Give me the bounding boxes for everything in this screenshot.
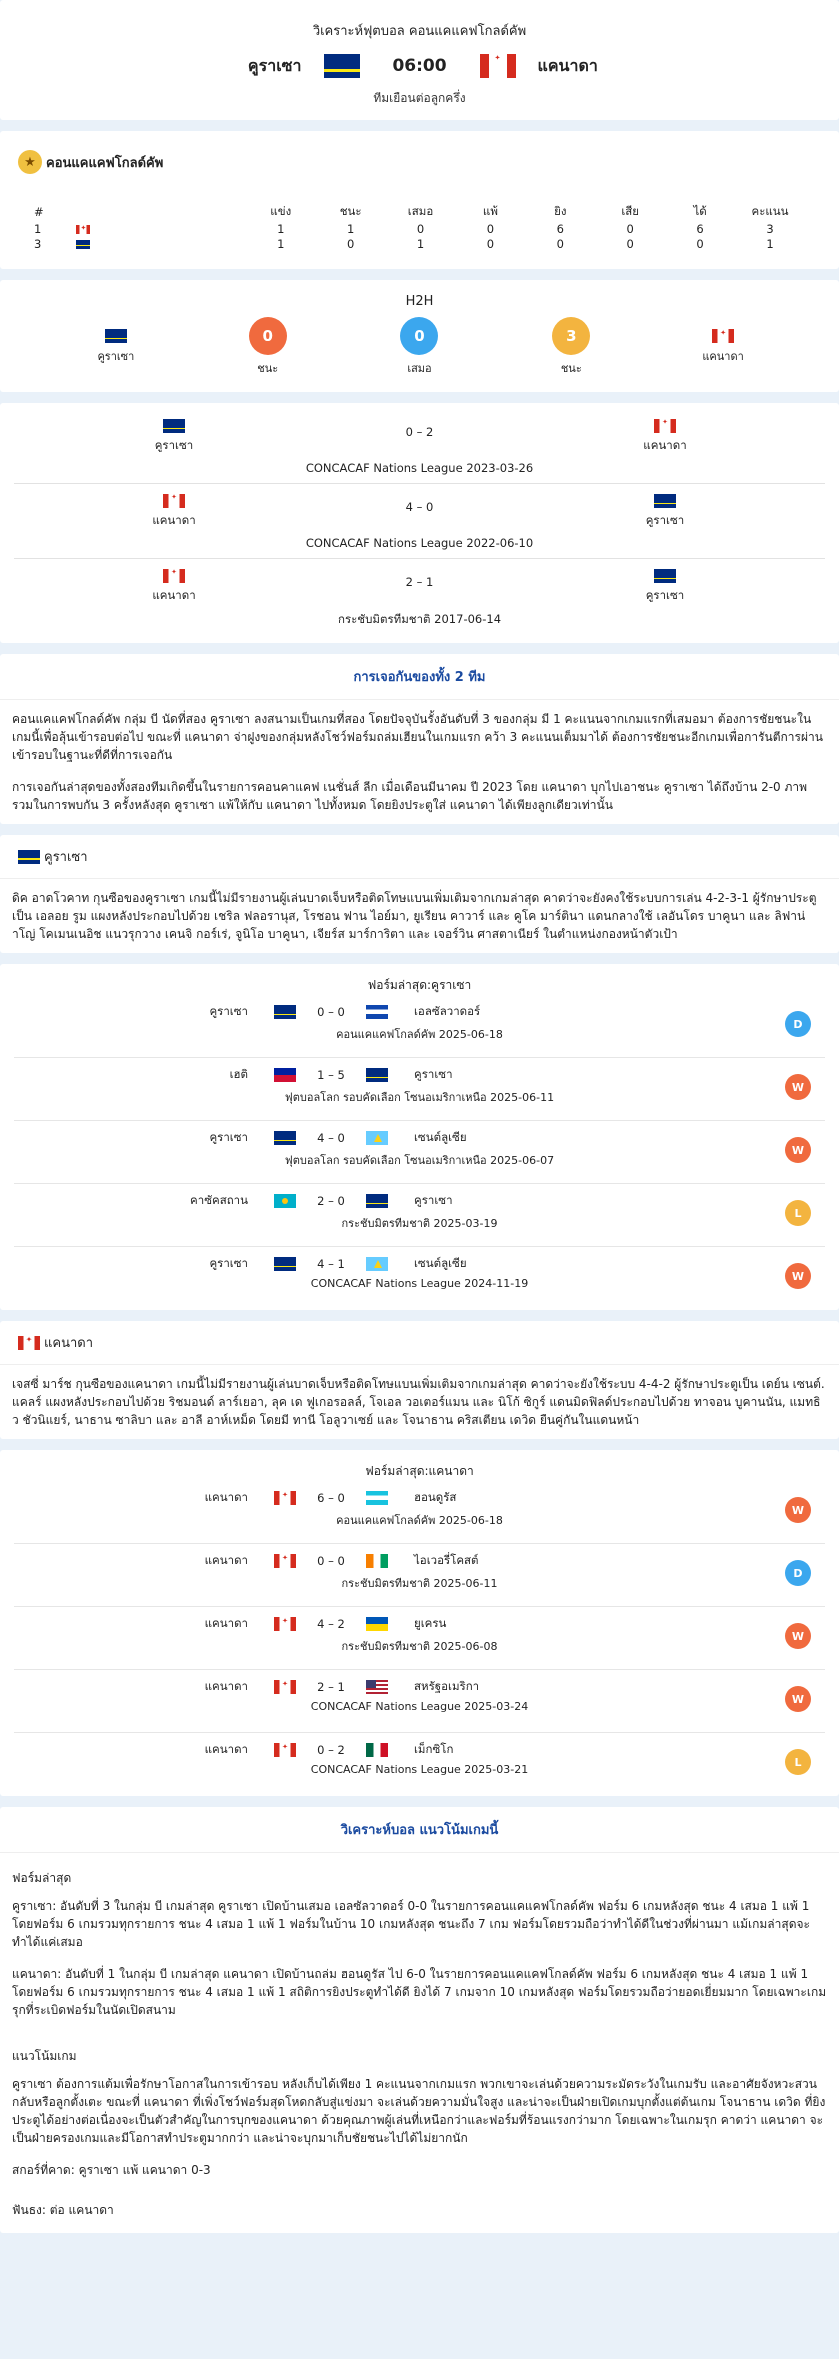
curacao-flag-icon (654, 569, 676, 583)
home-team: แคนาดา (204, 1490, 248, 1504)
canada-flag-icon (274, 1680, 296, 1694)
curacao-flag-icon (76, 240, 90, 249)
col-header: ยิง (554, 204, 567, 218)
competition-date: คอนแคแคฟโกลด์คัพ 2025-06-18 (336, 1514, 503, 1527)
list-item[interactable] (14, 1670, 825, 1733)
list-item[interactable] (14, 1184, 825, 1247)
home-team: แคนาดา (204, 1679, 248, 1693)
team2-name: แคนาดา (44, 1336, 94, 1351)
curacao-flag-icon (366, 1194, 388, 1208)
match-score: 0 – 2 (405, 425, 434, 439)
curacao-flag-icon (274, 1131, 296, 1145)
away-team: ไอเวอรี่โคสต์ (414, 1553, 479, 1567)
match-header (0, 0, 839, 120)
haiti-flag-icon (274, 1068, 296, 1082)
h2h-home-name: คูราเซา (97, 350, 135, 363)
h2h-match-list (0, 403, 839, 643)
cell: 0 (416, 221, 425, 236)
h2h-summary (0, 280, 839, 392)
trend-heading: แนวโน้มเกม (12, 2049, 77, 2063)
mexico-flag-icon (366, 1743, 388, 1757)
list-item[interactable] (14, 1607, 825, 1670)
match-score: 0 – 0 (317, 1554, 345, 1568)
result-badge: D (785, 1560, 811, 1586)
col-header: แข่ง (270, 204, 292, 218)
kickoff-time: 06:00 (392, 56, 447, 76)
analysis-paragraph: คูราเซา ต้องการแต้มเพื่อรักษาโอกาสในการเข้ารอบ หลังเก็บได้เพียง 1 คะแนนจากเกมแรก พวกเขาจะเล่นด้วยความระมัดระวังในเกมรับ และอาศัยจังหวะสวนกลับหรือลูกตั้งเตะ ขณะที่ แคนาดา ที่เพิ่งโชว์ฟอร์มสุดโหดกลับสู่แข่งมา จะเล่นด้วยความมั่นใจสูง และน่าจะเป็นฝ่ายเปิดเกมบุกตั้งแต่ต้นเกม โจนาธาน เดวิด ที่ยิงประตูได้อย่างต่อเนื่องจะเป็นตัวสำคัญในการบุกของแคนาดา ด้วยคุณภาพผู้เล่นที่เหนือกว่าและฟอร์มที่ร้อนแรงกว่ามาก โดยเฉพาะในเกมรุก คาดว่า แคนาดา จะเป็นฝ่ายครองเกมและมีโอกาสทำประตูมากกว่า และน่าจะบุกมาเก็บชัยชนะไปได้ไม่ยากนัก (12, 2077, 826, 2145)
competition-date: CONCACAF Nations League 2022-06-10 (305, 536, 534, 550)
list-item[interactable] (14, 1544, 825, 1607)
home-team: แคนาดา (204, 1742, 248, 1756)
col-header: เสมอ (407, 204, 434, 218)
list-item[interactable] (14, 1247, 825, 1310)
team1-form (0, 964, 839, 1310)
competition-date: กระชับมิตรทีมชาติ 2025-06-08 (341, 1640, 498, 1653)
cell: 0 (346, 236, 355, 251)
col-header: ได้ (693, 204, 707, 218)
cell: 1 (766, 236, 774, 251)
list-item[interactable] (14, 409, 825, 484)
cell: 0 (696, 236, 704, 251)
away-team: ยูเครน (414, 1616, 447, 1630)
match-score: 0 – 0 (317, 1005, 345, 1019)
canada-flag-icon (654, 419, 676, 433)
draw-label: เสมอ (407, 362, 432, 375)
canada-flag-icon (274, 1554, 296, 1568)
canada-flag-icon (76, 225, 90, 234)
curacao-flag-icon (274, 1257, 296, 1271)
team-name: คูราเซา (645, 513, 685, 527)
team-name: คูราเซา (154, 438, 194, 452)
win-label: ชนะ (560, 362, 582, 375)
match-score: 0 – 2 (317, 1743, 345, 1757)
canada-flag-icon (480, 54, 516, 78)
cell: 3 (766, 221, 774, 236)
match-score: 4 – 2 (317, 1617, 345, 1631)
h2h-away-name: แคนาดา (702, 350, 744, 363)
curacao-flag-icon (18, 850, 40, 864)
competition-date: CONCACAF Nations League 2024-11-19 (310, 1277, 529, 1290)
team1-section (0, 835, 839, 953)
team2-description: เจสซี่ มาร์ช กุนซือของแคนาดา เกมนี้ไม่มีรายงานผู้เล่นบาดเจ็บหรือติดโทษแบนเพิ่มเติมจากเกมล่าสุด คาดว่าจะยังใช้ระบบ 4-4-2 ผู้รักษาประตูเป็น เดย์น เซนต์. แคลร์ แผงหลังประกอบไปด้วย ริชมอนด์ ลาร์เยอา, ลุค เด ฟูเกอรอลล์, โจเอล วอเตอร์แมน และ นิโก้ ซิกูร์ แดนมิดฟิลด์ประกอบไปด้วย ทาจอน บูคานนัน, แมทธิว ชัวนิแยร์, นาธาน ซาลิบา และ อาลี อาห์เหม็ด โดยมี ทานี โอลูวาเซย์ และ โจนาธาน คริสเตียน เดวิด ยืนคู่กันในแดนหน้า (12, 1377, 825, 1427)
list-item[interactable] (14, 484, 825, 559)
result-badge: W (785, 1623, 811, 1649)
list-item[interactable] (14, 1121, 825, 1184)
canada-flag-icon (274, 1491, 296, 1505)
cell: 1 (277, 236, 285, 251)
curacao-flag-icon (163, 419, 185, 433)
match-score: 2 – 0 (317, 1194, 345, 1208)
competition-date: กระชับมิตรทีมชาติ 2017-06-14 (337, 612, 502, 626)
bet-tip: ฟันธง: ต่อ แคนาดา (12, 2203, 114, 2217)
curacao-flag-icon (105, 329, 127, 343)
result-badge: L (785, 1200, 811, 1226)
canada-flag-icon (18, 1336, 40, 1350)
honduras-flag-icon (366, 1491, 388, 1505)
score-prediction: สกอร์ที่คาด: คูราเซา แพ้ แคนาดา 0-3 (12, 2163, 211, 2177)
away-team: เซนต์ลูเซีย (414, 1256, 467, 1270)
form-heading: ฟอร์มล่าสุด (12, 1871, 72, 1885)
meeting-paragraph: คอนแคแคฟโกลด์คัพ กลุ่ม บี นัดที่สอง คูราเซา ลงสนามเป็นเกมที่สอง โดยปัจจุบันรั้งอันดับที่ 3 ของกลุ่ม มี 1 คะแนนจากเกมแรกที่เสมอมา ต้องการชัยชนะในเกมนี้เพื่อลุ้นเข้ารอบต่อไป ขณะที่ แคนาดา จ่าฝูงของกลุ่มหลังโชว์ฟอร์มถล่มเฮียนในเกมแรก คว้า 3 คะแนนเต็มมาได้ ต้องการชัยชนะอีกเกมเพื่อการันตีการผ่านเข้ารอบในฐานะที่ดีที่การเจอกัน (12, 712, 823, 762)
away-team: เอลซัลวาดอร์ (414, 1004, 481, 1018)
result-badge: D (785, 1011, 811, 1037)
match-score: 6 – 0 (317, 1491, 345, 1505)
curacao-flag-icon (366, 1068, 388, 1082)
h2h-title: H2H (405, 294, 434, 309)
curacao-flag-icon (654, 494, 676, 508)
canada-flag-icon (274, 1617, 296, 1631)
table-row[interactable] (34, 236, 805, 251)
cell: 1 (346, 221, 355, 236)
away-team: เซนต์ลูเซีย (414, 1130, 467, 1144)
competition-date: ฟุตบอลโลก รอบคัดเลือก โซนอเมริกาเหนือ 2025-06-11 (284, 1091, 555, 1104)
win-label: ชนะ (257, 362, 279, 375)
home-team: แคนาดา (204, 1553, 248, 1567)
cell: 6 (696, 221, 704, 236)
team1-form-title: ฟอร์มล่าสุด:คูราเซา (367, 978, 472, 992)
cell: 1 (416, 236, 425, 251)
away-team: สหรัฐอเมริกา (414, 1679, 480, 1693)
match-score: 4 – 0 (405, 500, 434, 514)
rank: 1 (34, 221, 42, 236)
home-team: คาซัคสถาน (190, 1193, 248, 1207)
cell: 0 (556, 236, 564, 251)
competition-date: CONCACAF Nations League 2025-03-24 (310, 1700, 529, 1713)
match-score: 1 – 5 (317, 1068, 345, 1082)
competition-date: กระชับมิตรทีมชาติ 2025-03-19 (341, 1217, 498, 1230)
col-header: แพ้ (482, 204, 498, 218)
competition-date: CONCACAF Nations League 2023-03-26 (305, 461, 534, 475)
result-badge: W (785, 1074, 811, 1100)
match-score: 4 – 1 (317, 1257, 345, 1271)
result-badge: W (785, 1137, 811, 1163)
standings-title: คอนแคแคฟโกลด์คัพ (46, 155, 164, 171)
standings-table (34, 203, 805, 251)
ivory-coast-flag-icon (366, 1554, 388, 1568)
standings-header-row (34, 203, 805, 221)
standings-card (0, 131, 839, 269)
team1-description: ดิค อาดโวคาท กุนซือของคูราเซา เกมนี้ไม่มีรายงานผู้เล่นบาดเจ็บหรือติดโทษแบนเพิ่มเติมจากเกมล่าสุด คาดว่าจะยังคงใช้ระบบการเล่น 4-2-3-1 ผู้รักษาประตูเป็น เอลอย รูม แผงหลังประกอบไปด้วย เชริล ฟลอรานุส, โรชอน ฟาน ไอย์มา, ยูเรียน คาวาร์ และ คูโค มาร์ตินา แดนกลางใช้ เลอันโดร บาคูนา และ ลิฟาน่าโญ่ โคเมนเนอิช แนวรุกวาง เคนจิ กอร์เร่, จูนิโอ บาคูนา, เจียร์ส มาร์การิตา และ เจอร์วิน ศาสตาเนียร์ ในตำแหน่งกองหน้าตัวเป้า (12, 891, 817, 941)
team-name: คูราเซา (645, 588, 685, 602)
competition-date: CONCACAF Nations League 2025-03-21 (310, 1763, 529, 1776)
col-header: เสีย (621, 204, 640, 218)
cell: 0 (486, 221, 495, 236)
saint-lucia-flag-icon (366, 1257, 388, 1271)
team-name: แคนาดา (152, 513, 196, 527)
saint-lucia-flag-icon (366, 1131, 388, 1145)
match-score: 2 – 1 (405, 575, 434, 589)
meeting-paragraph: การเจอกันล่าสุดของทั้งสองทีมเกิดขึ้นในรายการคอนคาแคฟ เนชั่นส์ ลีก เมื่อเดือนมีนาคม ปี 2023 โดย แคนาดา บุกไปเอาชนะ คูราเซา ได้ถึงบ้าน 2-0 ภาพรวมในการพบกัน 3 ครั้งหลังสุด คูราเซา แพ้ให้กับ แคนาดา ไปทั้งหมด โดยยิงประตูใส่ แคนาดา ได้เพียงลูกเดียวเท่านั้น (12, 780, 808, 812)
col-header: คะแนน (751, 204, 789, 218)
cell: 6 (556, 221, 564, 236)
table-row[interactable] (34, 221, 805, 236)
home-team: คูราเซา (209, 1004, 248, 1018)
away-team: คูราเซา (414, 1067, 453, 1081)
canada-flag-icon (163, 569, 185, 583)
cell: 1 (277, 221, 285, 236)
away-team-name[interactable]: แคนาดา (537, 55, 598, 75)
list-item[interactable] (14, 995, 825, 1058)
analysis-section (0, 1807, 839, 2233)
draws-circle: 0 (400, 317, 438, 355)
list-item[interactable] (14, 1733, 825, 1796)
curacao-flag-icon (274, 1005, 296, 1019)
competition-date: คอนแคแคฟโกลด์คัพ 2025-06-18 (336, 1028, 503, 1041)
ukraine-flag-icon (366, 1617, 388, 1631)
usa-flag-icon (366, 1680, 388, 1694)
home-team: แคนาดา (204, 1616, 248, 1630)
away-wins-circle: 3 (552, 317, 590, 355)
kazakhstan-flag-icon (274, 1194, 296, 1208)
meeting-title: การเจอกันของทั้ง 2 ทีม (0, 654, 839, 700)
home-team: คูราเซา (209, 1256, 248, 1270)
col-header: # (34, 205, 44, 219)
team2-form (0, 1450, 839, 1796)
home-wins-circle: 0 (249, 317, 287, 355)
result-badge: L (785, 1749, 811, 1775)
el-salvador-flag-icon (366, 1005, 388, 1019)
analysis-title: วิเคราะห์บอล แนวโน้มเกมนี้ (0, 1807, 839, 1853)
canada-flag-icon (163, 494, 185, 508)
col-header: ชนะ (339, 204, 362, 218)
result-badge: W (785, 1497, 811, 1523)
competition-date: กระชับมิตรทีมชาติ 2025-06-11 (341, 1577, 498, 1590)
team1-name: คูราเซา (44, 850, 88, 865)
cell: 0 (626, 236, 634, 251)
list-item[interactable] (14, 559, 825, 637)
cell: 0 (486, 236, 495, 251)
rank: 3 (34, 236, 42, 251)
handicap-text: ทีมเยือนต่อลูกครึ่ง (373, 91, 466, 105)
canada-flag-icon (274, 1743, 296, 1757)
away-team: คูราเซา (414, 1193, 453, 1207)
meeting-section (0, 654, 839, 824)
team-name: แคนาดา (643, 438, 687, 452)
match-score: 4 – 0 (317, 1131, 345, 1145)
away-team: ฮอนดูรัส (414, 1490, 457, 1504)
analysis-paragraph: คูราเซา: อันดับที่ 3 ในกลุ่ม บี เกมล่าสุด คูราเซา เปิดบ้านเสมอ เอลซัลวาดอร์ 0-0 ในรายการคอนแคแคฟโกลด์คัพ ฟอร์ม 6 เกมหลังสุด ชนะ 4 เสมอ 1 แพ้ 1 โดยฟอร์ม 6 เกมรวมทุกรายการ ชนะ 4 เสมอ 1 แพ้ 1 ฟอร์มในบ้าน 10 เกมหลังสุด ชนะถึง 7 เกม ฟอร์มโดยรวมถือว่าทำได้ดีในช่วงที่ผ่านมา แม้เกมล่าสุดจะทำได้แค่เสมอ (12, 1899, 810, 1949)
curacao-flag-icon (324, 54, 360, 78)
list-item[interactable] (14, 1481, 825, 1544)
match-score: 2 – 1 (317, 1680, 345, 1694)
tournament-title: วิเคราะห์ฟุตบอล คอนแคแคฟโกลด์คัพ (312, 24, 527, 39)
cell: 0 (626, 221, 634, 236)
analysis-paragraph: แคนาดา: อันดับที่ 1 ในกลุ่ม บี เกมล่าสุด แคนาดา เปิดบ้านถล่ม ฮอนดูรัส ไป 6-0 ในรายการคอนแคแคฟโกลด์คัพ ฟอร์ม 6 เกมหลังสุด ชนะ 4 เสมอ 1 แพ้ 1 โดยฟอร์ม 6 เกมรวมทุกรายการ ชนะ 4 เสมอ 1 แพ้ 1 สถิติการยิงประตูทำได้ดี ยิงได้ 7 เกมจาก 10 เกมหลังสุด ฟอร์มโดยรวมถือว่ายอดเยี่ยมมาก โดยเฉพาะเกมรุกที่ระเบิดฟอร์มในนัดเปิดสนาม (12, 1967, 827, 2017)
team2-form-title: ฟอร์มล่าสุด:แคนาดา (365, 1464, 474, 1478)
result-badge: W (785, 1263, 811, 1289)
team2-section (0, 1321, 839, 1439)
result-badge: W (785, 1686, 811, 1712)
home-team: คูราเซา (209, 1130, 248, 1144)
list-item[interactable] (14, 1058, 825, 1121)
home-team: เฮติ (229, 1067, 248, 1081)
trophy-icon: ★ (18, 150, 42, 174)
competition-date: ฟุตบอลโลก รอบคัดเลือก โซนอเมริกาเหนือ 2025-06-07 (284, 1154, 555, 1167)
home-team-name[interactable]: คูราเซา (247, 55, 302, 75)
team-name: แคนาดา (152, 588, 196, 602)
away-team: เม็กซิโก (414, 1742, 454, 1756)
canada-flag-icon (712, 329, 734, 343)
